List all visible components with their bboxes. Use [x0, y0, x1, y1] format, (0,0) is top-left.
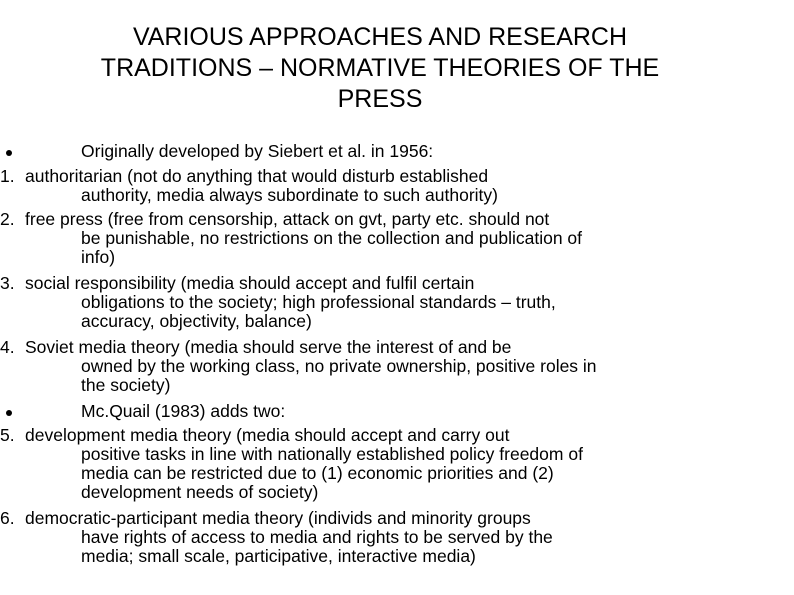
slide-title: [40, 22, 720, 115]
list-number: 6.: [0, 508, 15, 528]
list-item-text: authoritarian (not do anything that would disturb established authority, media always subordinate to such authority): [25, 166, 498, 205]
list-number: 5.: [0, 425, 15, 445]
bullet-icon: [6, 150, 12, 156]
list-item-text: free press (free from censorship, attack on gvt, party etc. should not be punishable, no restrictions on the collection and publication of info): [25, 209, 583, 267]
title-line: TRADITIONS – NORMATIVE THEORIES OF THE: [100, 54, 660, 82]
list-item-text: Originally developed by Siebert et al. in 1956:: [81, 141, 434, 161]
list-item-text: democratic-participant media theory (individs and minority groups have rights of access to media and rights to be served by the media; small scale, participative, interactive media): [25, 508, 553, 566]
list-number: 4.: [0, 337, 15, 357]
list-number: 1.: [0, 166, 15, 186]
list-number: 3.: [0, 273, 15, 293]
bullet-icon: [6, 410, 12, 416]
list-item-text: Soviet media theory (media should serve the interest of and be owned by the working class, no private ownership, positive roles in the society): [25, 337, 597, 395]
title-line: VARIOUS APPROACHES AND RESEARCH: [132, 23, 628, 51]
list-number: 2.: [0, 209, 15, 229]
list-item-text: social responsibility (media should accept and fulfil certain obligations to the society; high professional standards – truth, accuracy, objectivity, balance): [25, 273, 556, 331]
title-line: PRESS: [337, 85, 423, 113]
list-item-text: development media theory (media should accept and carry out positive tasks in line with nationally established policy freedom of media can be restricted due to (1) economic priorities and (2) development needs of society): [25, 425, 583, 502]
list-item-text: Mc.Quail (1983) adds two:: [81, 401, 286, 421]
